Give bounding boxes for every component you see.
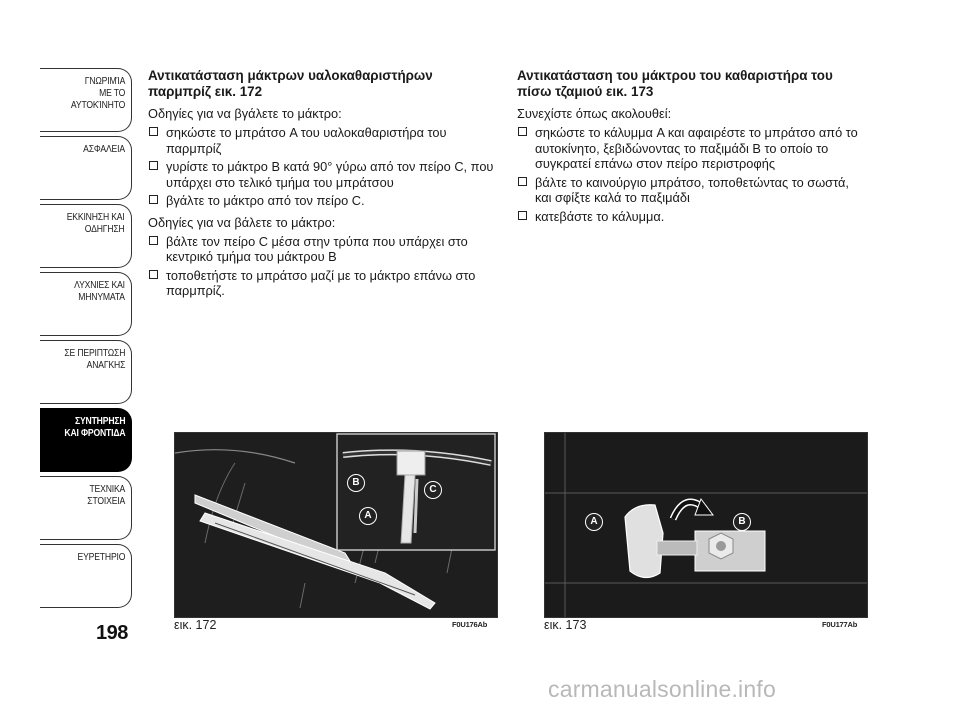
figure-172-code: F0U176Ab <box>452 620 488 629</box>
list-item: σηκώστε το μπράτσο A του υαλοκαθαριστήρα του παρμπρίζ <box>148 125 498 156</box>
tab-label: ΑΣΦΑΛΕΙΑ <box>83 143 125 155</box>
checkbox-bullet-icon <box>149 127 158 136</box>
list-item: βγάλτε το μάκτρο από τον πείρο C. <box>148 193 498 209</box>
list-item: γυρίστε το μάκτρο B κατά 90° γύρω από τον πείρο C, που υπάρχει στο τελικό τμήμα του μπράτσου <box>148 159 498 190</box>
tab-label: ΣΕ ΠΕΡΙΠΤΩΣΗ ΑΝΑΓΚΗΣ <box>64 347 125 371</box>
tab-safety[interactable] <box>40 136 132 200</box>
tab-label: ΓΝΩΡΙΜΊΑ ΜΕ ΤΟ ΑΥΤΟΚΊΝΗΤΟ <box>70 75 125 111</box>
label-c-circle: C <box>424 481 442 499</box>
checkbox-bullet-icon <box>149 195 158 204</box>
tab-starting-driving[interactable] <box>40 204 132 268</box>
checkbox-bullet-icon <box>518 211 527 220</box>
page-number: 198 <box>96 622 128 644</box>
checkbox-bullet-icon <box>518 177 527 186</box>
list-item: βάλτε τον πείρο C μέσα στην τρύπα που υπάρχει στο κεντρικό τμήμα του μάκτρου B <box>148 234 498 265</box>
fitting-steps <box>148 234 498 299</box>
right-column <box>517 68 867 230</box>
chapter-tabs <box>40 68 132 612</box>
tab-warning-lights[interactable] <box>40 272 132 336</box>
left-column <box>148 68 498 305</box>
fitting-intro: Οδηγίες για να βάλετε το μάκτρο: <box>148 214 336 230</box>
checkbox-bullet-icon <box>149 270 158 279</box>
tab-index[interactable] <box>40 544 132 608</box>
label-a-circle: A <box>585 513 603 531</box>
windscreen-wiper-illustration <box>175 433 497 617</box>
figure-172-caption: εικ. 172 <box>174 618 217 632</box>
tab-getting-to-know[interactable] <box>40 68 132 132</box>
list-item: τοποθετήστε το μπράτσο μαζί με το μάκτρο επάνω στο παρμπρίζ. <box>148 268 498 299</box>
tab-emergency[interactable] <box>40 340 132 404</box>
list-item: κατεβάστε το κάλυμμα. <box>517 209 867 225</box>
figure-173-caption: εικ. 173 <box>544 618 587 632</box>
checkbox-bullet-icon <box>518 127 527 136</box>
tab-label: ΛΥΧΝΙΕΣ ΚΑΙ ΜΗΝΥΜΑΤΑ <box>74 279 125 303</box>
list-item: βάλτε το καινούργιο μπράτσο, τοποθετώντας το σωστά, και σφίξτε καλά το παξιμάδι <box>517 175 867 206</box>
figure-173-rear-wiper <box>544 432 868 618</box>
tab-label: ΕΥΡΕΤΗΡΙΟ <box>77 551 125 563</box>
removal-intro: Οδηγίες για να βγάλετε το μάκτρο: <box>148 106 342 121</box>
label-a-circle: A <box>359 507 377 525</box>
rear-steps <box>517 125 867 224</box>
figure-172-windscreen-wiper <box>174 432 498 618</box>
checkbox-bullet-icon <box>149 161 158 170</box>
label-b-circle: B <box>733 513 751 531</box>
tab-maintenance-care[interactable] <box>40 408 132 472</box>
tab-label: ΕΚΚΙΝΗΣΗ ΚΑΙ ΟΔΗΓΗΣΗ <box>67 211 125 235</box>
section-title-rear-blade: Αντικατάσταση του μάκτρου του καθαριστήρα του πίσω τζαμιού εικ. 173 <box>517 68 833 99</box>
removal-steps <box>148 125 498 209</box>
tab-label: ΤΕΧΝΙΚΑ ΣΤΟΙΧΕΙΑ <box>87 483 125 507</box>
watermark: carmanualsonline.info <box>548 676 776 702</box>
rear-intro: Συνεχίστε όπως ακολουθεί: <box>517 106 672 121</box>
tab-label: ΣΥΝΤΗΡΗΣΗ ΚΑΙ ΦΡΟΝΤΙΔΑ <box>63 415 125 439</box>
tab-technical-data[interactable] <box>40 476 132 540</box>
label-b-circle: B <box>347 474 365 492</box>
list-item: σηκώστε το κάλυμμα A και αφαιρέστε το μπράτσο από το αυτοκίνητο, ξεβιδώνοντας το παξιμάδι B το οποίο το συγκρατεί επάνω στον πείρο περιστροφής <box>517 125 867 172</box>
section-title-windscreen-blades: Αντικατάσταση μάκτρων υαλοκαθαριστήρων παρμπρίζ εικ. 172 <box>148 68 433 99</box>
figure-173-code: F0U177Ab <box>822 620 858 629</box>
checkbox-bullet-icon <box>149 236 158 245</box>
